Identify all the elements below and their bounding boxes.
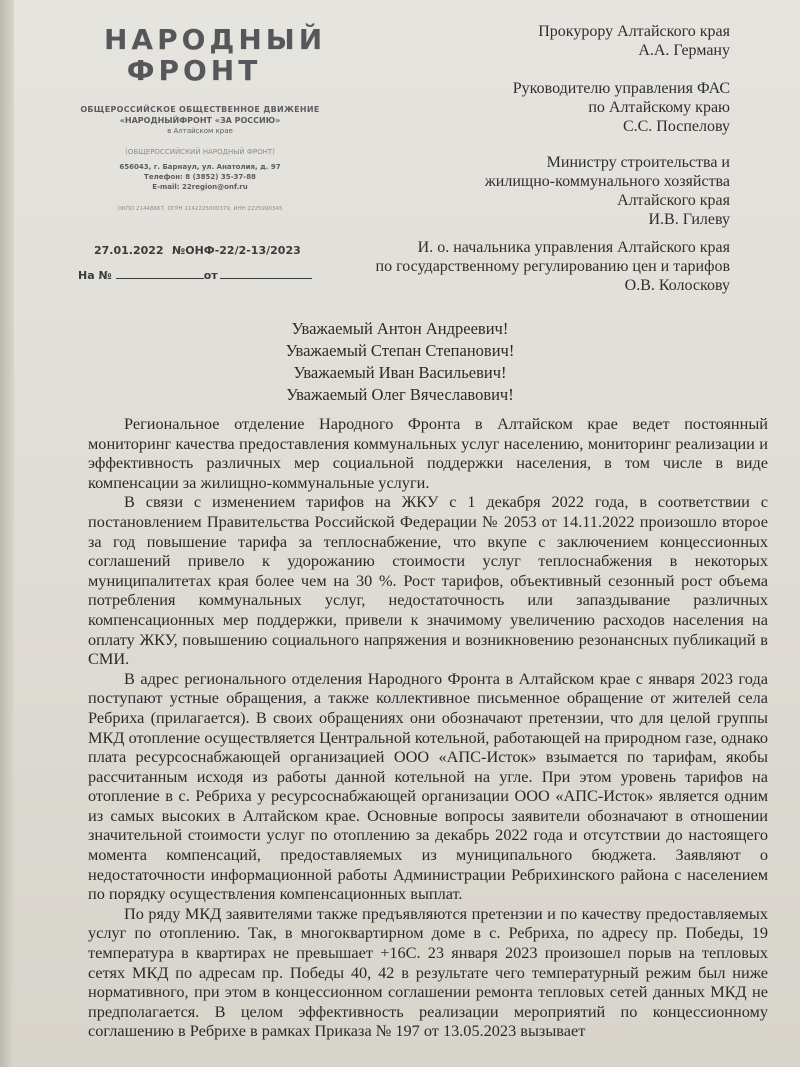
org-email: E-mail: 22region@onf.ru (152, 183, 248, 191)
org-region: в Алтайском крае (167, 127, 233, 135)
body-paragraph: Региональное отделение Народного Фронта в Алтайском крае ведет постоянный мониторинг качества предоставления коммунальных услуг населению, мониторинг реализации и эффективность различных мер социальной поддержки населения, в том числе в виде компенсации за жилищно-коммунальные услуги. (88, 414, 768, 492)
logo-line-1: НАРОДНЫЙ (104, 23, 327, 56)
addressee-line: Алтайского края (617, 192, 730, 209)
addressee-line: И.В. Гилеву (648, 211, 730, 228)
greeting-line: Уважаемый Степан Степанович! (285, 341, 515, 360)
reference-number-blank (116, 268, 204, 279)
greeting-line: Уважаемый Олег Вячеславович! (286, 385, 514, 404)
reference-prefix: На № (78, 269, 112, 282)
addressee-fas (513, 79, 730, 136)
addressee-prosecutor (538, 22, 730, 60)
paper-edge-shadow (0, 0, 14, 1067)
onf-logo (104, 23, 327, 87)
reference-date-blank (220, 268, 312, 279)
addressee-line: Прокурору Алтайского края (538, 23, 730, 40)
addressee-line: С.С. Поспелову (622, 118, 730, 135)
body-paragraph: В связи с изменением тарифов на ЖКУ с 1 декабря 2022 года, в соответствии с постановлением Правительства Российской Федерации № 2053 от 14.11.2022 произошло второе за год повышение тарифа за теплоснабжение, что вкупе с заключением концессионных соглашений привело к удорожанию стоимости услуг теплоснабжения в некоторых муниципалитетах края более чем на 30 %. Рост тарифов, объективный сезонный рост объема потребления коммунальных услуг, недостаточность или запаздывание различных компенсационных мер поддержки, привели к значимому увеличению расходов населения на оплату ЖКУ, повышению социального напряжения и возникновению резонансных публикаций в СМИ. (88, 492, 768, 669)
org-name-line-2: «НАРОДНЫЙФРОНТ «ЗА РОССИЮ» (119, 116, 281, 125)
addressee-line: по Алтайскому краю (588, 99, 730, 116)
addressee-ministry (485, 153, 730, 229)
org-phone: Телефон: 8 (3852) 35-37-88 (144, 173, 256, 181)
letter-body (88, 414, 768, 1041)
org-registration-ids: ОКПО 21448667, ОГРН 1142225000379, ИНН 2225990345 (117, 206, 283, 212)
letter-date: 27.01.2022 (94, 244, 164, 257)
greetings (0, 318, 800, 406)
addressee-line: О.В. Колоскову (624, 277, 730, 294)
document-number: №ОНФ-22/2-13/2023 (172, 244, 301, 257)
org-address: 656043, г. Барнаул, ул. Анатолия, д. 97 (119, 163, 281, 171)
addressee-line: по государственному регулированию цен и тарифов (375, 258, 730, 275)
body-paragraph: В адрес регионального отделения Народного Фронта в Алтайском крае с января 2023 года поступают устные обращения, а также коллективное письменное обращение от жителей села Ребриха (прилагается). В своих обращениях они обозначают претензии, что для целой группы МКД отопление осуществляется Центральной котельной, работающей на природном газе, однако плата ресурсоснабжающей организацией ООО «АПС-Исток» взымается по тарифам, якобы рассчитанным исходя из работы данной котельной на угле. При этом уровень тарифов на отопление в с. Ребриха у ресурсоснабжающей организации ООО «АПС-Исток» является одним из самых высоких в Алтайском крае. Основные вопросы заявители обозначают в отношении значительной стоимости услуг по отоплению за декабрь 2022 года и отсутствии до настоящего момента компенсаций, предоставляемых из муниципального бюджета. Заявляют о недостаточности информационной работы Администрации Ребрихинского района с населением по порядку осуществления компенсационных выплат. (88, 668, 768, 904)
addressee-line: И. о. начальника управления Алтайского края (417, 239, 730, 256)
org-short-name: (ОБЩЕРОССИЙСКИЙ НАРОДНЫЙ ФРОНТ) (125, 148, 275, 156)
addressee-line: жилищно-коммунального хозяйства (484, 173, 730, 190)
addressee-line: А.А. Герману (638, 42, 730, 59)
reference-line (78, 268, 312, 282)
addressee-tariff-department (376, 238, 730, 295)
addressee-line: Руководителю управления ФАС (512, 80, 730, 97)
logo-line-2: ФРОНТ (126, 54, 262, 87)
body-paragraph: По ряду МКД заявителями также предъявляются претензии и по качеству предоставляемых услуг по отоплению. Так, в многоквартирном доме в с. Ребриха, по адресу пр. Победы, 19 температура в квартирах не превышает +16С. 23 января 2023 произошел порыв на тепловых сетях МКД по адресам пр. Победы 40, 42 в результате чего температурный режим был ниже нормативного, при этом в концессионном соглашении ремонта тепловых сетей данных МКД не предполагается. В целом эффективность реализации мероприятий по концессионному соглашению в Ребрихе в рамках Приказа № 197 от 13.05.2023 вызывает (88, 903, 768, 1041)
org-name-line-1: ОБЩЕРОССИЙСКОЕ ОБЩЕСТВЕННОЕ ДВИЖЕНИЕ (80, 105, 320, 114)
reference-from-label: от (203, 269, 218, 282)
greeting-line: Уважаемый Антон Андреевич! (291, 319, 509, 338)
addressee-line: Министру строительства и (546, 154, 730, 171)
greeting-line: Уважаемый Иван Васильевич! (293, 363, 507, 382)
organization-block (60, 104, 340, 214)
